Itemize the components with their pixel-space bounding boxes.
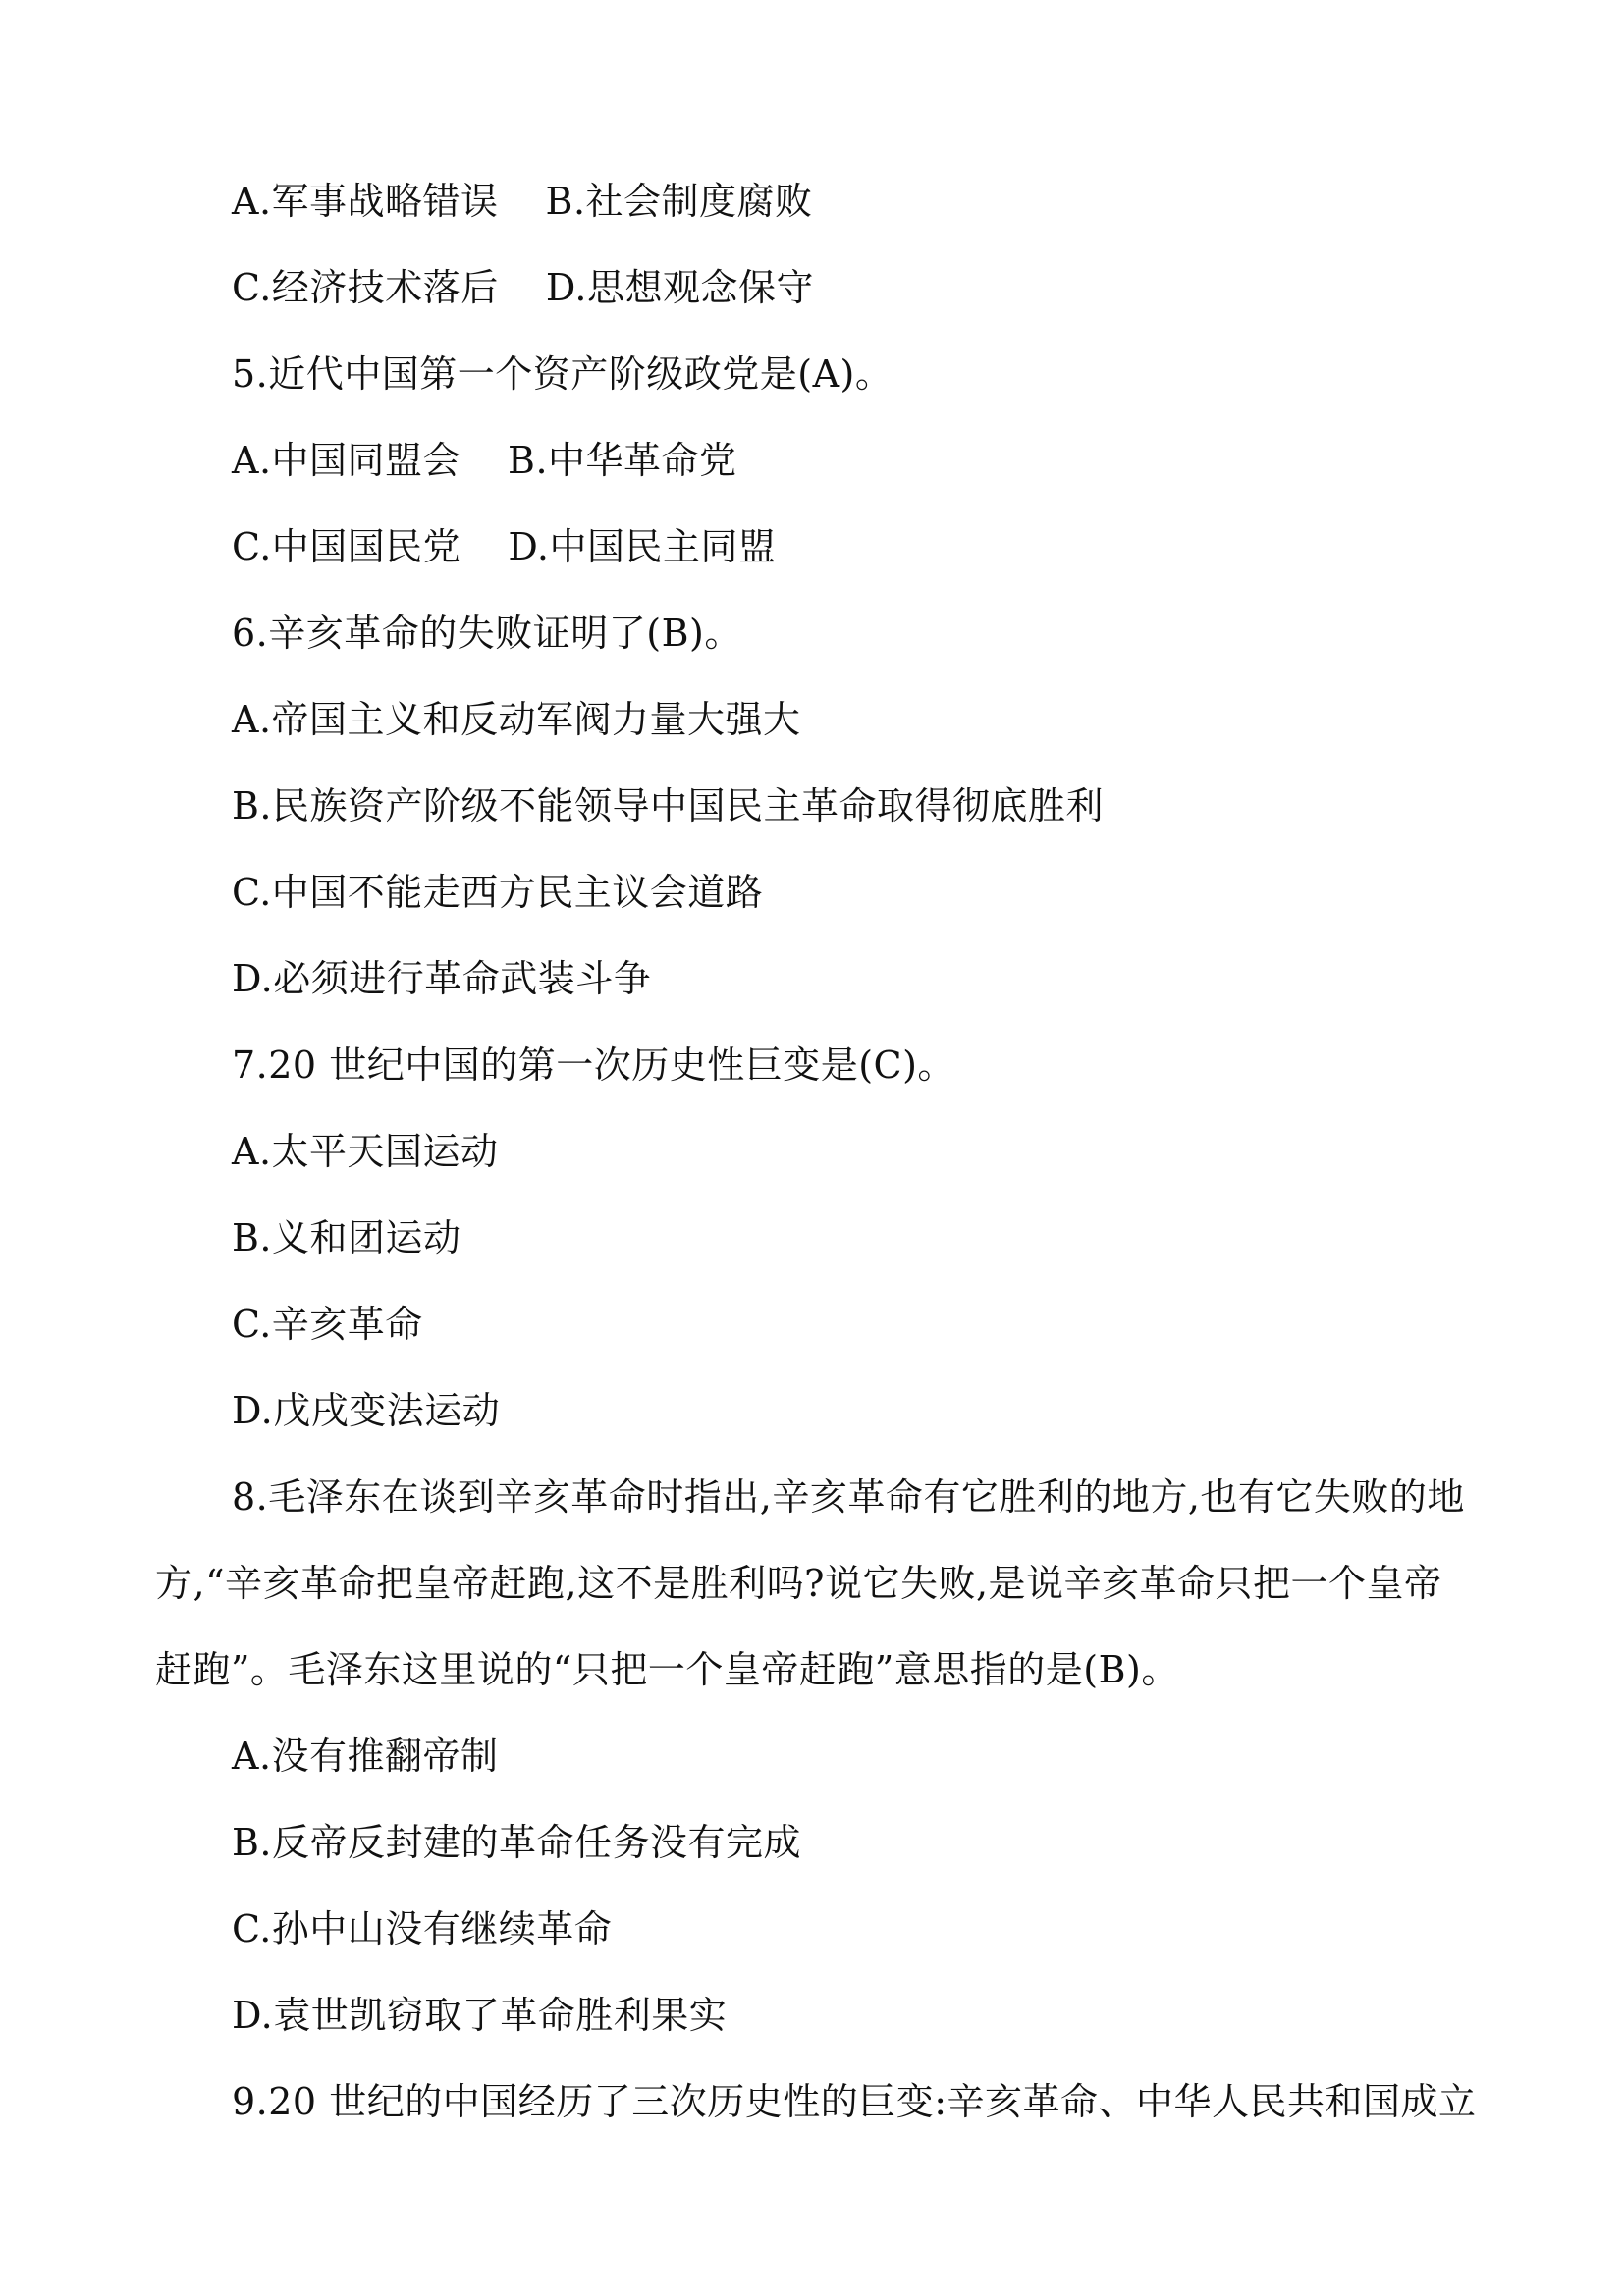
question-7: 7.20 世纪中国的第一次历史性巨变是(C)。 <box>232 1043 955 1087</box>
option-a: A.帝国主义和反动军阀力量大强大 <box>232 698 801 741</box>
question-8-line-3: 赶跑”。毛泽东这里说的“只把一个皇帝赶跑”意思指的是(B)。 <box>155 1648 1179 1691</box>
question-9-line-1: 9.20 世纪的中国经历了三次历史性的巨变:辛亥革命、中华人民共和国成立 <box>232 2080 1477 2123</box>
option-d: D.思想观念保守 <box>545 266 815 309</box>
option-d: D.戊戌变法运动 <box>232 1389 501 1432</box>
question-5: 5.近代中国第一个资产阶级政党是(A)。 <box>232 352 893 396</box>
option-c: C.辛亥革命 <box>232 1303 423 1346</box>
option-d: D.必须进行革命武装斗争 <box>232 957 652 1000</box>
option-a: A.太平天国运动 <box>232 1130 499 1173</box>
option-c: C.中国国民党 <box>232 525 461 568</box>
option-c: C.孙中山没有继续革命 <box>232 1907 613 1950</box>
option-d: D.中国民主同盟 <box>508 525 777 568</box>
question-8-line-1: 8.毛泽东在谈到辛亥革命时指出,辛亥革命有它胜利的地方,也有它失败的地 <box>232 1475 1465 1519</box>
option-b: B.义和团运动 <box>232 1216 461 1259</box>
option-c: C.经济技术落后 <box>232 266 499 309</box>
option-row <box>232 263 814 312</box>
option-a: A.没有推翻帝制 <box>232 1735 499 1778</box>
option-b: B.中华革命党 <box>508 439 737 482</box>
question-6: 6.辛亥革命的失败证明了(B)。 <box>232 612 742 655</box>
option-a: A.中国同盟会 <box>232 439 461 482</box>
option-row <box>232 436 737 485</box>
option-b: B.民族资产阶级不能领导中国民主革命取得彻底胜利 <box>232 784 1105 828</box>
option-b: B.社会制度腐败 <box>545 180 813 223</box>
option-b: B.反帝反封建的革命任务没有完成 <box>232 1821 802 1864</box>
option-row <box>232 177 813 226</box>
option-d: D.袁世凯窃取了革命胜利果实 <box>232 1994 728 2037</box>
option-row <box>232 522 777 571</box>
option-c: C.中国不能走西方民主议会道路 <box>232 871 764 914</box>
question-8-line-2: 方,“辛亥革命把皇帝赶跑,这不是胜利吗?说它失败,是说辛亥革命只把一个皇帝 <box>155 1562 1442 1605</box>
option-a: A.军事战略错误 <box>232 180 499 223</box>
